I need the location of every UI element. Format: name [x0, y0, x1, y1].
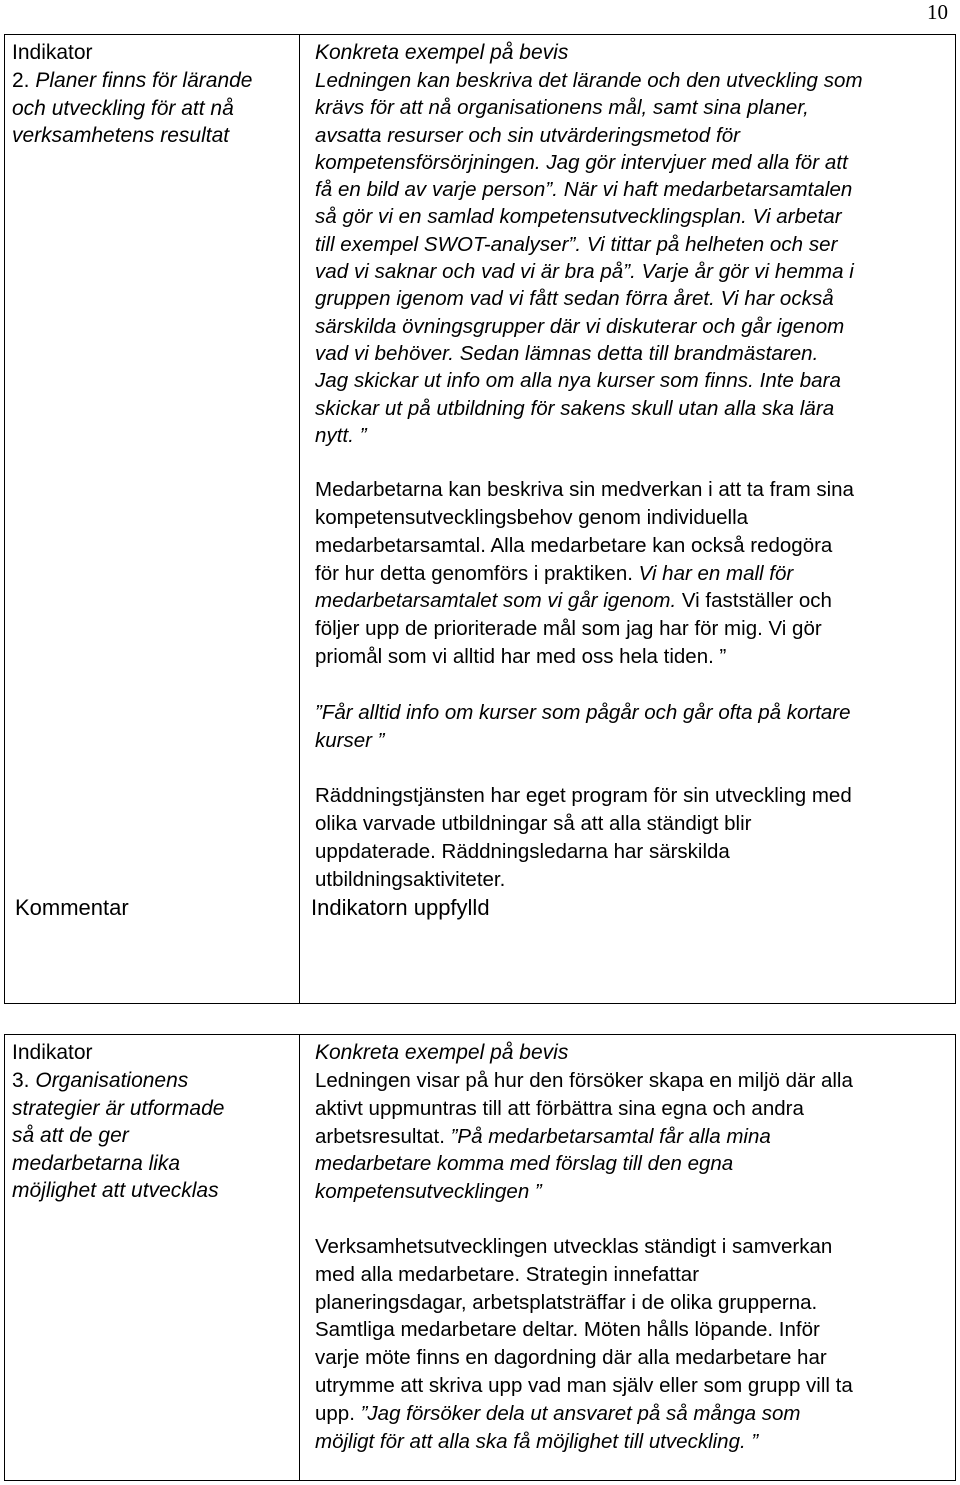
indicator-text: strategier är utformade — [12, 1096, 225, 1120]
text-line: Medarbetarna kan beskriva sin medverkan i att ta fram sina — [315, 478, 854, 502]
text-line: till exempel SWOT-analyser”. — [315, 232, 582, 256]
text-line: olika varvade utbildningar så att alla ständigt blir — [315, 812, 752, 836]
quote-text: Vi har en mall för — [632, 561, 794, 585]
evidence-paragraph-1 — [315, 1067, 947, 1206]
indicator-text: medarbetarna lika — [12, 1151, 181, 1175]
text-line: planeringsdagar, arbetsplatsträffar i de olika grupperna. — [315, 1290, 818, 1314]
page-number: 10 — [927, 0, 948, 24]
text-line: gruppen igenom vad vi fått sedan förra året. — [315, 287, 715, 311]
text-line: Jag skickar ut info om alla nya kurser som finns. — [315, 369, 754, 393]
text-line: Ledningen visar på hur den försöker skapa en miljö där alla — [315, 1069, 853, 1092]
text-line: Vi har också — [714, 287, 834, 311]
indicator-column — [5, 1035, 299, 1205]
evidence-column — [299, 1035, 955, 1455]
indicator-text: Organisationens — [35, 1069, 189, 1092]
text-line: När vi haft medarbetarsamtalen — [557, 178, 853, 202]
quote-text: ”På medarbetarsamtal får alla mina — [444, 1124, 771, 1148]
evidence-column — [299, 35, 955, 894]
text-line: följer upp de prioriterade mål som jag har för mig — [315, 617, 758, 641]
text-line: Ledningen kan beskriva det lärande och den utveckling som — [315, 69, 863, 92]
indicator-table-3 — [4, 1034, 956, 1481]
text-line: avsatta resurser och sin utvärderingsmetod för — [315, 123, 741, 147]
evidence-paragraph-2 — [315, 476, 947, 671]
evidence-header: Konkreta exempel på bevis — [315, 1041, 569, 1064]
indicator-text: möjlighet att utvecklas — [12, 1179, 219, 1202]
quote-text: medarbetare komma med förslag till den egna — [315, 1152, 734, 1176]
text-line: för hur detta genomförs i praktiken. — [315, 561, 633, 585]
indicator-header: Indikator — [12, 1041, 93, 1064]
text-line: Verksamhetsutvecklingen utvecklas ständigt i samverkan — [315, 1234, 833, 1258]
quote-text: kompetensutvecklingen ” — [315, 1180, 542, 1204]
text-line: . — [812, 341, 819, 365]
indicator-title — [12, 67, 287, 150]
indicator-number: 3. — [12, 1069, 30, 1092]
text-line: kompetensutvecklingsbehov genom individuella — [315, 505, 749, 529]
text-line: Inte bara — [753, 369, 841, 393]
text-line: Vi fastställer och — [676, 589, 832, 613]
text-line: Varje år gör vi hemma i — [635, 260, 854, 284]
text-line: kompetensförsörjningen. — [315, 150, 541, 174]
text-line: särskilda övningsgrupper där vi diskuterar och går igenom — [315, 314, 845, 338]
text-line: få en bild av varje person”. — [315, 178, 558, 202]
quote-text: ”Får alltid info om kurser som pågår och går ofta på kortare — [315, 700, 851, 724]
text-line: Vi tittar på helheten och ser — [581, 232, 838, 256]
text-line: . Vi gör — [757, 617, 822, 641]
text-line: Samtliga medarbetare deltar. Möten hålls löpande. Inför — [315, 1318, 820, 1342]
text-line: Jag gör intervjuer med alla för att — [540, 150, 848, 174]
text-line: uppdaterade. Räddningsledarna har särskilda — [315, 839, 730, 863]
text-line: varje möte finns en dagordning där alla medarbetare har — [315, 1346, 827, 1370]
indicator-table-2 — [4, 34, 956, 1004]
evidence-paragraph-4 — [315, 782, 947, 893]
text-line: vad vi saknar och vad vi är bra på”. — [315, 260, 636, 284]
quote-text: kurser ” — [315, 728, 385, 752]
text-line: Räddningstjänsten har eget program för sin utveckling med — [315, 784, 852, 808]
evidence-header: Konkreta exempel på bevis — [315, 41, 569, 64]
indicator-column — [5, 35, 299, 150]
text-line: vad vi behöver. — [315, 341, 455, 365]
text-line: utrymme att skriva upp vad man själv eller som grupp vill ta — [315, 1373, 853, 1397]
text-line: Vi arbetar — [746, 205, 842, 229]
text-line: krävs för att nå organisationens mål, samt sina planer, — [315, 96, 809, 120]
text-line: utbildningsaktiviteter. — [315, 867, 506, 891]
indicator-header: Indikator — [12, 41, 93, 64]
text-line: priomål som vi alltid har med oss hela tiden. ” — [315, 644, 727, 668]
comment-value: Indikatorn uppfylld — [311, 895, 490, 920]
text-line: medarbetarsamtal. Alla medarbetare kan också redogöra — [315, 533, 833, 557]
text-line: upp. — [315, 1401, 355, 1425]
text-line: med alla medarbetare. Strategin innefattar — [315, 1262, 700, 1286]
text-line: Sedan lämnas detta till brandmästaren — [454, 341, 813, 365]
quote-text: möjligt för att alla ska få möjlighet till utveckling. ” — [315, 1429, 759, 1453]
indicator-title — [12, 1067, 299, 1205]
quote-text: medarbetarsamtalet som vi går igenom. — [315, 589, 677, 613]
quote-text: ”Jag försöker dela ut ansvaret på så många som — [354, 1401, 801, 1425]
text-line: skickar ut på utbildning för sakens skull utan alla ska lära — [315, 396, 835, 420]
text-line: aktivt uppmuntras till att förbättra sina egna och andra — [315, 1096, 804, 1120]
evidence-paragraph-3 — [315, 699, 947, 755]
evidence-paragraph-2 — [315, 1233, 947, 1455]
indicator-text: Planer finns för lärande och utveckling för att nå verksamhetens resultat — [12, 69, 253, 147]
evidence-paragraph-1 — [315, 67, 947, 449]
indicator-number: 2. — [12, 69, 30, 92]
text-line: så gör vi en samlad kompetensutvecklingsplan. — [315, 205, 747, 229]
text-line: arbetsresultat. — [315, 1124, 445, 1148]
comment-label: Kommentar — [15, 895, 129, 920]
indicator-text: så att de ger — [12, 1124, 129, 1147]
text-line: nytt. ” — [315, 423, 367, 447]
